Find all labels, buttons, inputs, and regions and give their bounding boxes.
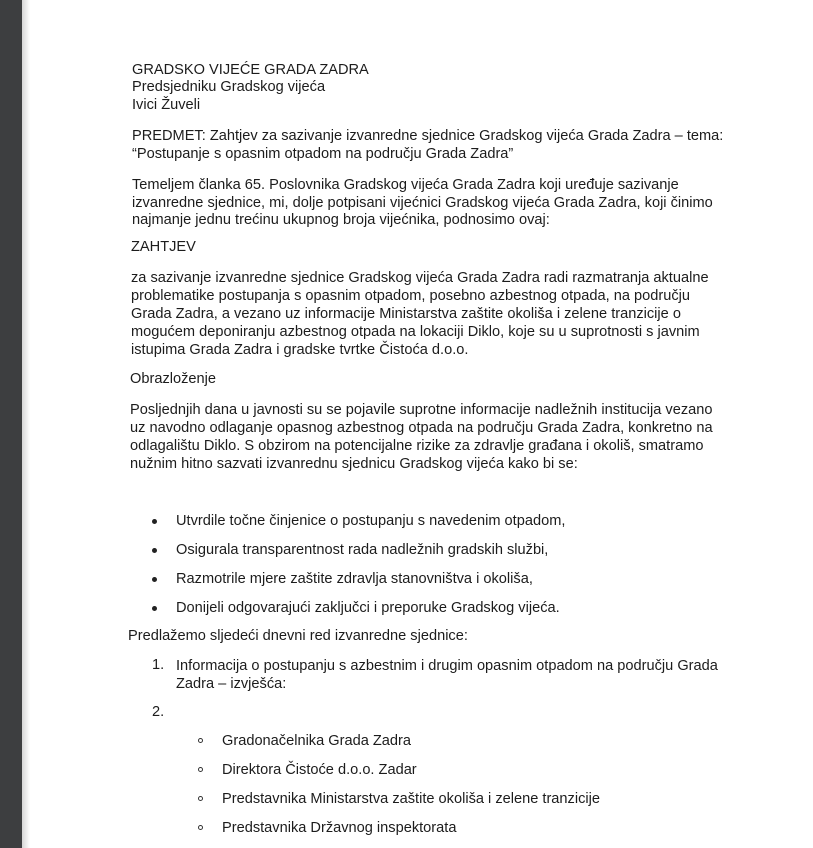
recipient-title: Predsjedniku Gradskog vijeća	[132, 79, 326, 95]
explanation-line: uz navodno odlaganje opasnog azbestnog otpada na području Grada Zadra, konkretno na	[130, 420, 713, 436]
request-line: istupima Grada Zadra i gradske tvrtke Čistoća d.o.o.	[131, 342, 469, 358]
agenda-intro: Predlažemo sljedeći dnevni red izvanredne sjednice:	[128, 628, 468, 644]
list-item: Gradonačelnika Grada Zadra	[222, 733, 412, 749]
bullet-icon	[152, 519, 157, 524]
recipient-name: Ivici Žuveli	[132, 97, 201, 113]
agenda-number: 1.	[152, 657, 165, 673]
council-name: GRADSKO VIJEĆE GRADA ZADRA	[132, 62, 369, 78]
bullet-icon	[152, 606, 157, 611]
bullet-icon	[152, 577, 157, 582]
list-item: Osigurala transparentnost rada nadležnih gradskih službi,	[176, 542, 549, 558]
circle-bullet-icon	[198, 738, 203, 743]
list-item: Predstavnika Ministarstva zaštite okoliša i zelene tranzicije	[222, 791, 600, 807]
page-shadow	[22, 0, 30, 848]
circle-bullet-icon	[198, 825, 203, 830]
bullet-icon	[152, 548, 157, 553]
subject-line: PREDMET: Zahtjev za sazivanje izvanredne sjednice Gradskog vijeća Grada Zadra – tema:	[132, 128, 724, 144]
explanation-line: nužnim hitno sazvati izvanrednu sjednicu Gradskog vijeća kako bi se:	[130, 456, 578, 472]
intro-line: najmanje jednu trećinu ukupnog broja vijećnika, podnosimo ovaj:	[132, 212, 550, 228]
request-heading: ZAHTJEV	[131, 239, 196, 255]
circle-bullet-icon	[198, 796, 203, 801]
request-line: za sazivanje izvanredne sjednice Gradskog vijeća Grada Zadra radi razmatranja aktualne	[131, 270, 709, 286]
circle-bullet-icon	[198, 767, 203, 772]
list-item: Predstavnika Državnog inspektorata	[222, 820, 457, 836]
explanation-line: odlagalištu Diklo. S obzirom na potencijalne rizike za zdravlje građana i okoliš, smatramo	[130, 438, 704, 454]
request-line: Grada Zadra, a vezano uz informacije Ministarstva zaštite okoliša i zelene tranzicije o	[131, 306, 681, 322]
agenda-item-line: Informacija o postupanju s azbestnim i drugim opasnim otpadom na području Grada	[176, 658, 718, 674]
intro-line: izvanredne sjednice, mi, dolje potpisani vijećnici Gradskog vijeća Grada Zadra, koji činimo	[132, 195, 713, 211]
agenda-item-line: Zadra – izvješća:	[176, 676, 287, 692]
list-item: Donijeli odgovarajući zaključci i preporuke Gradskog vijeća.	[176, 600, 560, 616]
explanation-heading: Obrazloženje	[130, 371, 216, 387]
request-line: problematike postupanja s opasnim otpadom, posebno azbestnog otpada, na području	[131, 288, 691, 304]
explanation-line: Posljednjih dana u javnosti su se pojavile suprotne informacije nadležnih institucija vezano	[130, 402, 713, 418]
viewer-frame-edge	[0, 0, 22, 848]
list-item: Direktora Čistoće d.o.o. Zadar	[222, 762, 417, 778]
list-item: Utvrdile točne činjenice o postupanju s navedenim otpadom,	[176, 513, 566, 529]
agenda-number: 2.	[152, 704, 165, 720]
subject-topic: “Postupanje s opasnim otpadom na području Grada Zadra”	[132, 146, 514, 162]
intro-line: Temeljem članka 65. Poslovnika Gradskog vijeća Grada Zadra koji uređuje sazivanje	[132, 177, 679, 193]
request-line: mogućem deponiranju azbestnog otpada na lokaciji Diklo, koje su u suprotnosti s javnim	[131, 324, 700, 340]
list-item: Razmotrile mjere zaštite zdravlja stanovništva i okoliša,	[176, 571, 533, 587]
